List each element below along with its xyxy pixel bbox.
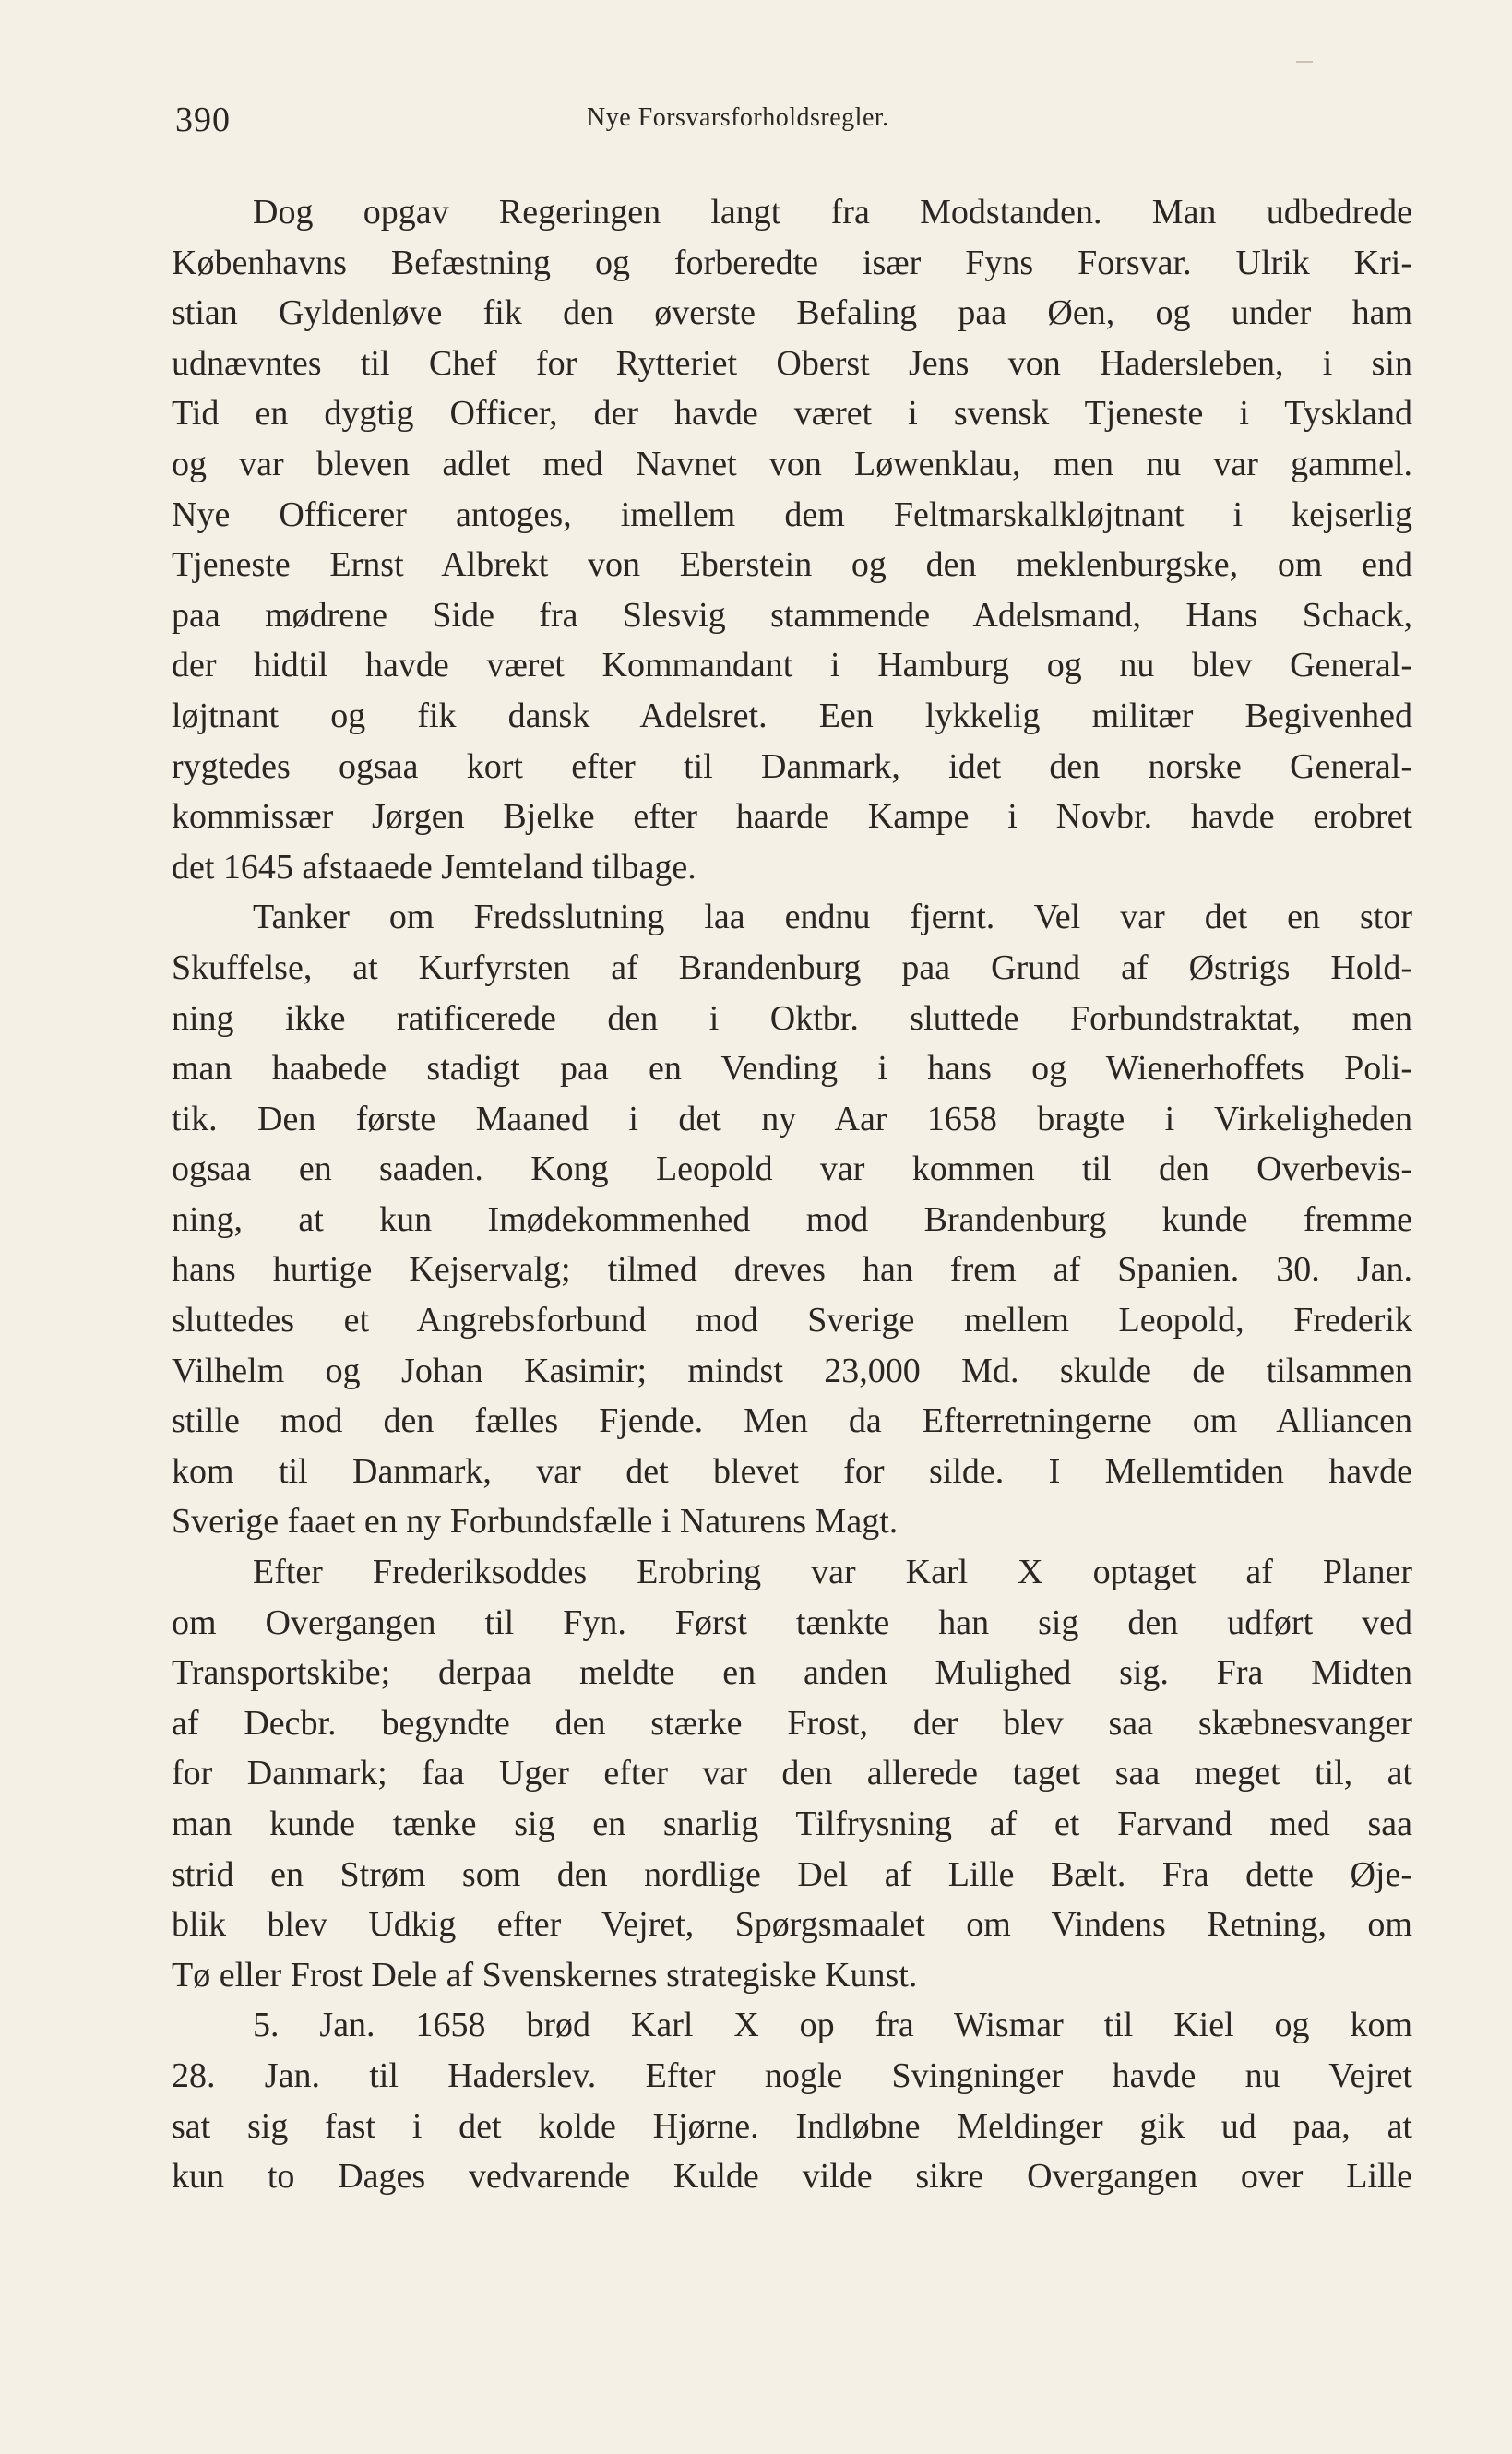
text-line: Københavns Befæstning og forberedte især Fyns Forsvar. Ulrik Kri- [172,243,1412,282]
text-line: rygtedes ogsaa kort efter til Danmark, idet den norske General- [172,746,1412,786]
text-line: Skuffelse, at Kurfyrsten af Brandenburg paa Grund af Østrigs Hold- [172,947,1412,987]
text-line: stian Gyldenløve fik den øverste Befaling paa Øen, og under ham [172,293,1412,333]
text-line: om Overgangen til Fyn. Først tænkte han sig den udført ved [172,1602,1412,1642]
text-line: ogsaa en saaden. Kong Leopold var kommen til den Overbevis- [172,1150,1412,1189]
text-line: kom til Danmark, var det blevet for silde. I Mellemtiden havde [172,1451,1412,1491]
text-line: paa mødrene Side fra Slesvig stammende Adelsmand, Hans Schack, [172,595,1412,635]
text-line: tik. Den første Maaned i det ny Aar 1658 bragte i Virkeligheden [172,1099,1412,1138]
text-line: kun to Dages vedvarende Kulde vilde sikre Overgangen over Lille [172,2157,1412,2197]
page-header [175,100,1411,155]
text-line: der hidtil havde været Kommandant i Hamburg og nu blev General- [172,646,1412,685]
text-line: ning ikke ratificerede den i Oktbr. sluttede Forbundstraktat, men [172,998,1412,1038]
text-line: Nye Officerer antoges, imellem dem Feltmarskalkløjtnant i kejserlig [172,494,1412,534]
text-line: af Decbr. begyndte den stærke Frost, der blev saa skæbnesvanger [172,1703,1412,1743]
text-line: det 1645 afstaaede Jemteland tilbage. [172,847,696,887]
text-line: 28. Jan. til Haderslev. Efter nogle Svingninger havde nu Vejret [172,2055,1412,2095]
running-title: Nye Forsvarsforholdsregler. [587,103,889,132]
text-line: 5. Jan. 1658 brød Karl X op fra Wismar til Kiel og kom [253,2006,1412,2045]
text-line: kommissær Jørgen Bjelke efter haarde Kampe i Novbr. havde erobret [172,797,1412,837]
text-line: Tanker om Fredsslutning laa endnu fjernt. Vel var det en stor [253,898,1412,937]
text-line: sat sig fast i det kolde Hjørne. Indløbne Meldinger gik ud paa, at [172,2106,1412,2146]
text-line: Tjeneste Ernst Albrekt von Eberstein og den meklenburgske, om end [172,545,1412,585]
page-number: 390 [175,101,231,139]
text-line: hans hurtige Kejservalg; tilmed dreves han frem af Spanien. 30. Jan. [172,1250,1412,1290]
text-line: Efter Frederiksoddes Erobring var Karl X optaget af Planer [253,1553,1412,1592]
text-line: udnævntes til Chef for Rytteriet Oberst Jens von Hadersleben, i sin [172,343,1412,383]
text-line: Tø eller Frost Dele af Svenskernes strategiske Kunst. [172,1955,918,1995]
text-line: og var bleven adlet med Navnet von Løwenklau, men nu var gammel. [172,444,1412,483]
text-line: Dog opgav Regeringen langt fra Modstanden. Man udbedrede [253,193,1412,232]
text-line: stille mod den fælles Fjende. Men da Efterretningerne om Alliancen [172,1401,1412,1441]
text-line: Transportskibe; derpaa meldte en anden Mulighed sig. Fra Midten [172,1653,1412,1693]
text-line: strid en Strøm som den nordlige Del af Lille Bælt. Fra dette Øje- [172,1854,1412,1894]
text-line: ning, at kun Imødekommenhed mod Brandenburg kunde fremme [172,1199,1412,1239]
scan-mark [1296,61,1313,63]
body-text [172,187,1412,2202]
text-line: løjtnant og fik dansk Adelsret. Een lykkelig militær Begivenhed [172,696,1412,735]
text-line: man haabede stadigt paa en Vending i hans og Wienerhoffets Poli- [172,1049,1412,1089]
text-line: Tid en dygtig Officer, der havde været i svensk Tjeneste i Tyskland [172,394,1412,434]
text-line: man kunde tænke sig en snarlig Tilfrysning af et Farvand med saa [172,1805,1412,1843]
text-line: Sverige faaet en ny Forbundsfælle i Naturens Magt. [172,1502,899,1542]
text-line: sluttedes et Angrebsforbund mod Sverige mellem Leopold, Frederik [172,1301,1412,1340]
text-line: blik blev Udkig efter Vejret, Spørgsmaalet om Vindens Retning, om [172,1905,1412,1945]
text-line: Vilhelm og Johan Kasimir; mindst 23,000 Md. skulde de tilsammen [172,1351,1412,1390]
text-line: for Danmark; faa Uger efter var den allerede taget saa meget til, at [172,1754,1412,1793]
